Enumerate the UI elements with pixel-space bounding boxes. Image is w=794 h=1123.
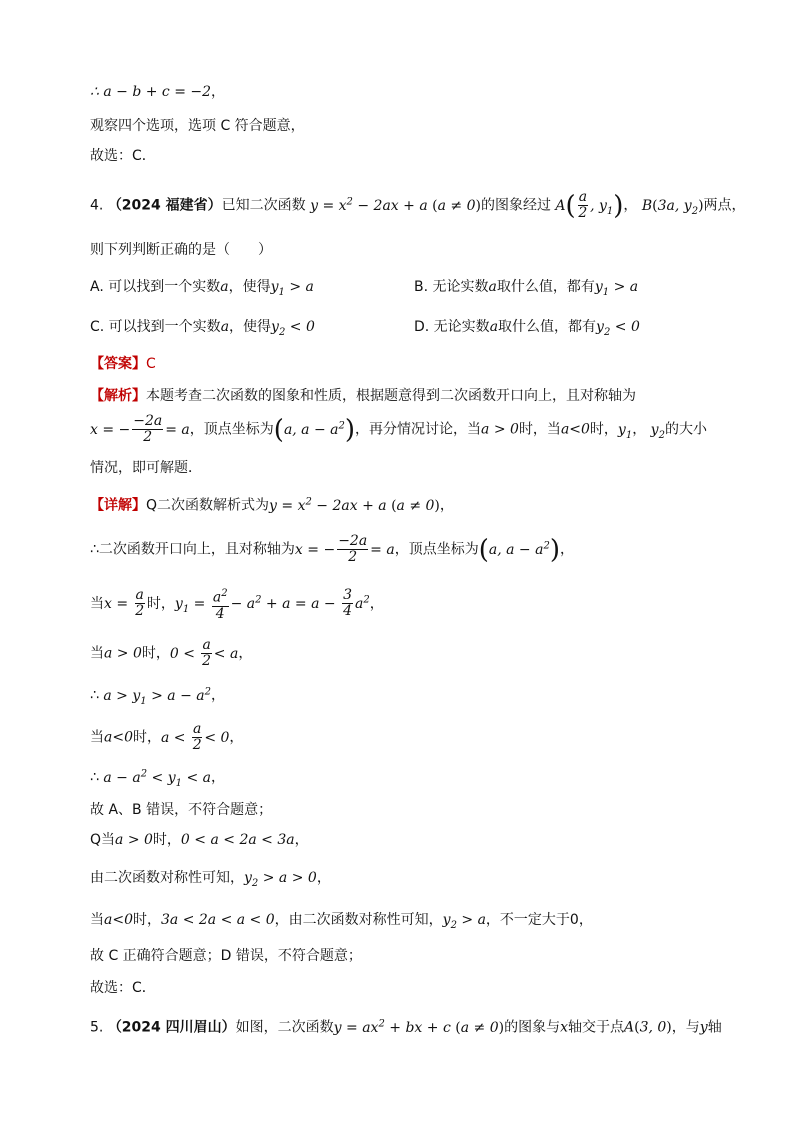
detail-line-12: 故 C 正确符合题意；D 错误，不符合题意； — [90, 948, 362, 964]
line-observe: 观察四个选项，选项 C 符合题意， — [90, 118, 305, 134]
detail-line-3: 当x = $\frac{a}{2}$ 时，$y_1$ = $\frac{a^2}{4}$ − $a^2 + a = a$ − $\frac{3}{4}$ $a^2$， — [90, 587, 384, 622]
answer: 【答案】C — [90, 356, 156, 372]
option-a: A. 可以找到一个实数a，使得$y_1 > a$ — [90, 279, 314, 298]
option-b: B. 无论实数a取什么值，都有$y_1 > a$ — [414, 279, 639, 298]
question-5-stem: 5. （2024 四川眉山）如图，二次函数$y = ax^2$ + bx + c (a ≠ 0)的图象与x轴交于点A(3, 0)，与y轴 — [90, 1018, 722, 1036]
detail-line-11: 当a<0时，3a < 2a < a < 0，由二次函数对称性可知，$y_2 > a$，不一定大于0， — [90, 912, 593, 931]
question-4-prompt: 则下列判断正确的是（ ） — [90, 242, 272, 258]
detail-line-4: 当a > 0时，0 < $\frac{a}{2}$ < a， — [90, 637, 253, 669]
option-d: D. 无论实数a取什么值，都有$y_2 < 0$ — [414, 319, 640, 338]
analysis-line-2: x = − $\frac{-2a}{2}$ = a，顶点坐标为(a, $a - a^2$)，再分情况讨论，当a > 0时，当a<0时，$y_1$， $y_2$的大小 — [90, 413, 707, 445]
detail-line-2: ∴二次函数开口向上，且对称轴为x = − $\frac{-2a}{2}$ = a，顶点坐标为(a, $a - a^2$)， — [90, 533, 574, 565]
line-choose-1: 故选：C． — [90, 148, 156, 164]
line-therefore-abc: ∴ a − b + c = −2， — [90, 84, 226, 100]
detail-line-1: 【详解】Q二次函数解析式为$y = x^2 - 2ax + a$ (a ≠ 0)， — [90, 496, 454, 514]
question-4-stem: 4. （2024 福建省）已知二次函数 $y = x^2 - 2ax + a$ (a ≠ 0)的图象经过 A( $\frac{a}{2}$ , $y_1$)， B(3a, $y_2$)两点， — [90, 189, 746, 221]
line-choose-2: 故选：C． — [90, 980, 156, 996]
detail-line-7: ∴ $a - a^2 < y_1 < a$， — [90, 768, 225, 789]
analysis-line-1: 【解析】本题考查二次函数的图象和性质，根据题意得到二次函数开口向上，且对称轴为 — [90, 388, 636, 404]
detail-line-10: 由二次函数对称性可知，$y_2 > a > 0$， — [90, 870, 331, 889]
analysis-line-3: 情况，即可解题． — [90, 460, 202, 476]
detail-line-8: 故 A、B 错误，不符合题意； — [90, 802, 273, 818]
detail-line-6: 当a<0时，a < $\frac{a}{2}$ < 0， — [90, 721, 244, 753]
detail-line-5: ∴ $a > y_1 > a - a^2$， — [90, 686, 225, 707]
detail-line-9: Q当a > 0时，0 < a < 2a < 3a， — [90, 832, 309, 848]
option-c: C. 可以找到一个实数a，使得$y_2 < 0$ — [90, 319, 315, 338]
